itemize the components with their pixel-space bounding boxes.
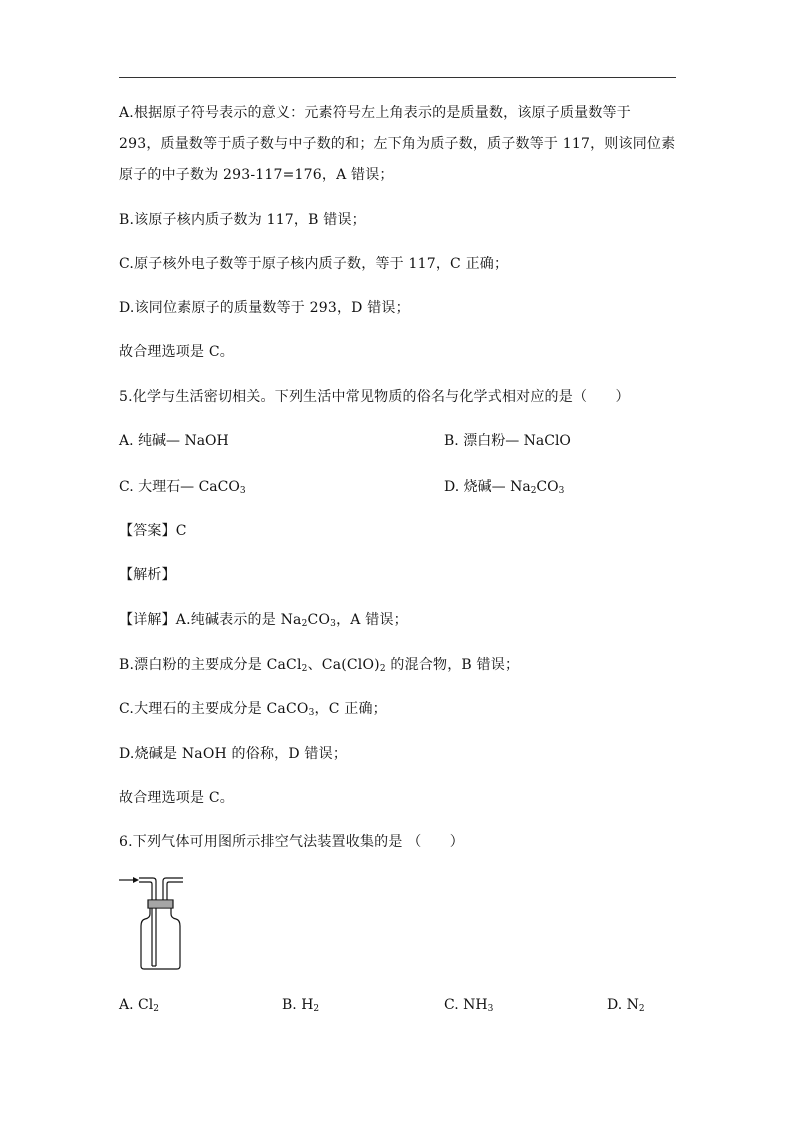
q5-analysis-label: 【解析】 bbox=[119, 567, 176, 583]
q5-detail-a: 【详解】A.纯碱表示的是 $Na_2CO_3$，A 错误； bbox=[119, 612, 408, 629]
q6-option-a: A. $Cl_2$ bbox=[119, 997, 159, 1014]
q6-option-c: C. $NH_3$ bbox=[444, 997, 494, 1014]
q5-detail-d: D.烧碱是 NaOH 的俗称，D 错误； bbox=[119, 746, 348, 762]
q5-option-a: A. 纯碱— NaOH bbox=[119, 433, 229, 449]
q4-explanation-a: A.根据原子符号表示的意义：元素符号左上角表示的是质量数，该原子质量数等于 293，质量数等于质子数与中子数的和；左下角为质子数，质子数等于 117，则该同位素原子的中子数为 293-117=176，A 错误； bbox=[119, 105, 676, 183]
q6-stem: 6.下列气体可用图所示排空气法装置收集的是 （ ） bbox=[119, 834, 465, 850]
short-tube-outer bbox=[163, 878, 183, 900]
short-tube-inner bbox=[167, 882, 183, 900]
q5-answer: 【答案】C bbox=[119, 523, 187, 539]
q5-option-b: B. 漂白粉— NaClO bbox=[444, 433, 571, 449]
q5-stem: 5.化学与生活密切相关。下列生活中常见物质的俗名与化学式相对应的是（ ） bbox=[119, 389, 630, 405]
inlet-arrowhead bbox=[133, 877, 139, 883]
q4-explanation-c: C.原子核外电子数等于原子核内质子数，等于 117，C 正确； bbox=[119, 256, 509, 272]
q5-conclusion: 故合理选项是 C。 bbox=[119, 790, 234, 806]
q5-option-c: C. 大理石— CaCO$_3$ bbox=[119, 479, 246, 496]
q4-explanation-b: B.该原子核内质子数为 117，B 错误； bbox=[119, 212, 366, 228]
q4-conclusion: 故合理选项是 C。 bbox=[119, 344, 234, 360]
header-rule bbox=[119, 77, 676, 78]
bottle-body bbox=[141, 908, 180, 969]
gas-collection-bottle-figure bbox=[117, 872, 197, 972]
q5-detail-b: B.漂白粉的主要成分是 CaCl$_2$、$Ca(ClO)_2$ 的混合物，B 错误； bbox=[119, 657, 520, 674]
q6-option-d: D. $N_2$ bbox=[607, 997, 645, 1014]
q4-explanation-d: D.该同位素原子的质量数等于 293，D 错误； bbox=[119, 300, 410, 316]
q5-detail-c: C.大理石的主要成分是 CaCO$_3$，C 正确； bbox=[119, 701, 387, 718]
q5-option-d: D. 烧碱— $Na_2CO_3$ bbox=[444, 479, 565, 496]
q6-option-b: B. $H_2$ bbox=[282, 997, 320, 1014]
